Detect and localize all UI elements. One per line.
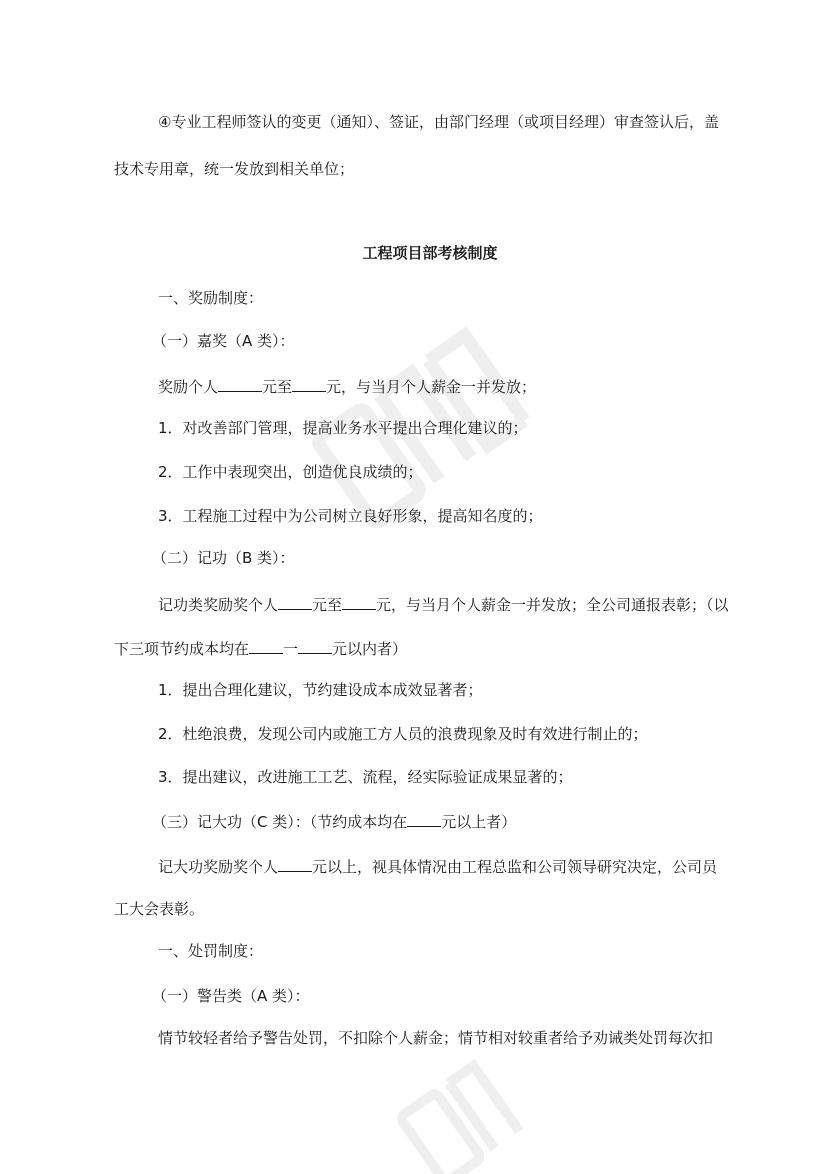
amount-blank[interactable] — [278, 855, 312, 872]
b-desc-part-3: 元，与当月个人薪金一并发放；全公司通报表彰；（以 — [376, 596, 729, 614]
c-description-line-1 — [158, 855, 717, 875]
amount-blank[interactable] — [292, 375, 326, 392]
penalty-a-description: 情节较轻者给予警告处罚，不扣除个人薪金；情节相对较重者给予劝诫类处罚每次扣 — [158, 1029, 714, 1047]
amount-blank[interactable] — [218, 375, 262, 392]
b-desc-part-2: 元至 — [312, 596, 343, 614]
penalty-heading: 一、处罚制度： — [158, 942, 264, 960]
c-desc-part-2: 元以上，视具体情况由工程总监和公司领导研究决定，公司员 — [312, 858, 718, 876]
b-heading: （二）记功（B 类）： — [152, 549, 295, 567]
b-item-3: 3．提出建议，改进施工工艺、流程，经实际验证成果显著的； — [158, 768, 573, 786]
b-desc-part-1: 记功类奖励奖个人 — [158, 596, 279, 614]
paragraph-4-line-2: 技术专用章，统一发放到相关单位； — [114, 160, 355, 178]
a-item-1: 1．对改善部门管理，提高业务水平提出合理化建议的； — [158, 419, 528, 437]
amount-blank[interactable] — [249, 637, 283, 654]
b-desc2-part-2: 一 — [283, 640, 299, 658]
amount-blank[interactable] — [342, 593, 376, 610]
a-desc-part-3: 元，与当月个人薪金一并发放； — [326, 378, 537, 396]
c-description-line-2: 工大会表彰。 — [114, 900, 205, 918]
a-description — [158, 375, 536, 395]
b-description-line-1 — [158, 593, 729, 613]
page-title: 工程项目部考核制度 — [362, 244, 498, 262]
a-desc-part-2: 元至 — [262, 378, 293, 396]
b-item-2: 2．杜绝浪费，发现公司内或施工方人员的浪费现象及时有效进行制止的； — [158, 725, 648, 743]
b-description-line-2 — [114, 637, 407, 657]
a-heading: （一）嘉奖（A 类）： — [152, 332, 295, 350]
c-heading-part-1: （三）记大功（C 类）：（节约成本均在 — [152, 813, 408, 831]
amount-blank[interactable] — [298, 637, 332, 654]
a-item-3: 3．工程施工过程中为公司树立良好形象，提高知名度的； — [158, 507, 543, 525]
b-desc2-part-1: 下三项节约成本均在 — [114, 640, 250, 658]
amount-blank[interactable] — [278, 593, 312, 610]
a-item-2: 2．工作中表现突出，创造优良成绩的； — [158, 463, 423, 481]
c-heading-part-2: 元以上者） — [441, 813, 517, 831]
reward-heading: 一、奖励制度： — [158, 289, 264, 307]
b-item-1: 1．提出合理化建议，节约建设成本成效显著者； — [158, 681, 483, 699]
a-desc-part-1: 奖励个人 — [158, 378, 219, 396]
paragraph-4-line-1: ④专业工程师签认的变更（通知）、签证，由部门经理（或项目经理）审查签认后，盖 — [158, 113, 719, 131]
amount-blank[interactable] — [407, 810, 441, 827]
c-desc-part-1: 记大功奖励奖个人 — [158, 858, 279, 876]
b-desc2-part-3: 元以内者） — [332, 640, 408, 658]
penalty-a-heading: （一）警告类（A 类）： — [152, 987, 310, 1005]
c-heading — [152, 810, 516, 830]
